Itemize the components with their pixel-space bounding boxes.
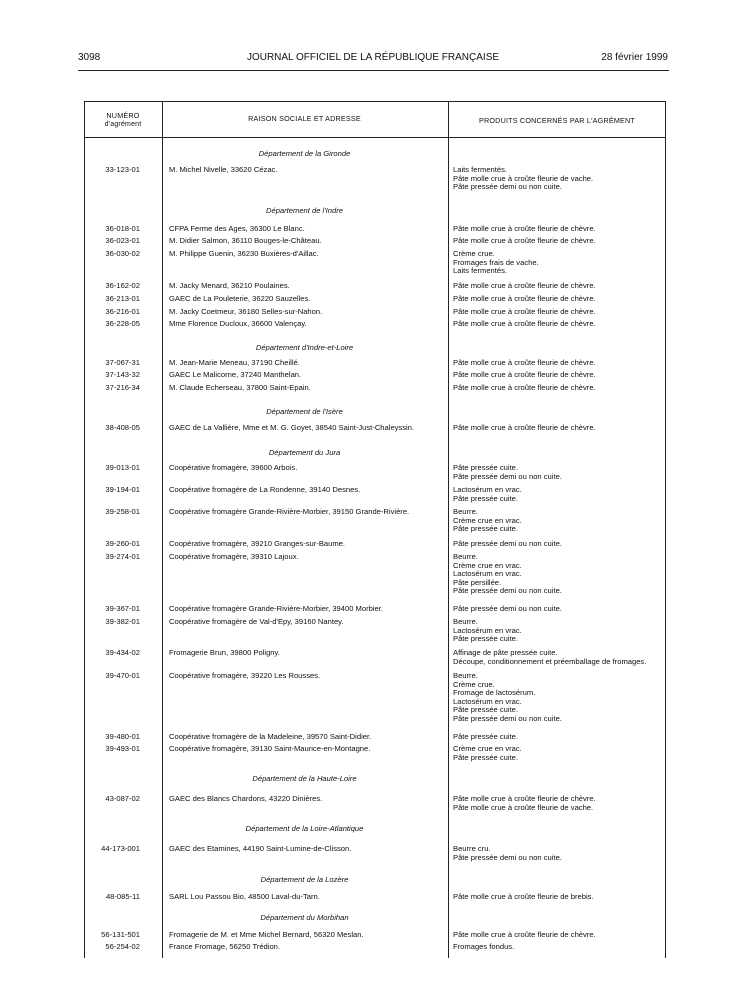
agrement-number: 56-131-501 bbox=[101, 930, 140, 939]
company-address: Coopérative fromagère Grande-Rivière-Morbier, 39400 Morbier. bbox=[169, 604, 383, 613]
department-heading: Département de l'Indre bbox=[265, 206, 343, 215]
product-line: Beurre. bbox=[453, 617, 478, 626]
product-line: Pâte pressée demi ou non cuite. bbox=[453, 471, 562, 481]
agrement-number: 39-434-02 bbox=[105, 648, 140, 657]
company-address: M. Didier Salmon, 36110 Bouges-le-Château. bbox=[169, 236, 322, 245]
header-divider bbox=[85, 137, 665, 138]
company-address: GAEC des Etamines, 44190 Saint-Lumine-de-Clisson. bbox=[169, 844, 352, 853]
company-address: Coopérative fromagère, 39600 Arbois. bbox=[169, 463, 298, 472]
agrement-number: 36-213-01 bbox=[105, 294, 140, 303]
page-header bbox=[78, 52, 668, 68]
agrement-number: 36-216-01 bbox=[105, 307, 140, 316]
product-line: Pâte molle crue à croûte fleurie de chèvre. bbox=[453, 358, 596, 367]
product-line: Pâte molle crue à croûte fleurie de chèvre. bbox=[453, 423, 596, 432]
agrement-number: 39-480-01 bbox=[105, 732, 140, 741]
product-line: Pâte pressée cuite. bbox=[453, 705, 519, 715]
column-header-numero-line1: NUMÉRO bbox=[106, 111, 140, 120]
page-number: 3098 bbox=[78, 52, 101, 63]
product-line: Pâte pressée demi ou non cuite. bbox=[453, 182, 562, 192]
department-heading: Département d'Indre-et-Loire bbox=[255, 343, 354, 352]
product-line: Pâte molle crue à croûte fleurie de chèvre. bbox=[453, 319, 596, 328]
agrement-number: 37-216-34 bbox=[105, 383, 140, 392]
product-line: Pâte persillée. bbox=[453, 577, 502, 587]
product-line: Pâte pressée demi ou non cuite. bbox=[453, 539, 562, 548]
product-line: Lactosérum en vrac. bbox=[453, 485, 522, 494]
product-line: Pâte molle crue à croûte fleurie de chèvre. bbox=[453, 236, 596, 245]
agrement-number: 36-228-05 bbox=[105, 319, 140, 328]
product-line: Pâte molle crue à croûte fleurie de brebis. bbox=[453, 892, 594, 901]
company-address: CFPA Ferme des Ages, 36300 Le Blanc. bbox=[169, 224, 305, 233]
product-line: Pâte pressée demi ou non cuite. bbox=[453, 604, 562, 613]
company-address: Coopérative fromagère de la Madeleine, 39570 Saint-Didier. bbox=[169, 732, 372, 741]
department-heading: Département du Morbihan bbox=[260, 913, 349, 922]
product-line: Pâte pressée cuite. bbox=[453, 493, 519, 503]
journal-title: JOURNAL OFFICIEL DE LA RÉPUBLIQUE FRANÇAISE bbox=[246, 52, 500, 63]
agrement-number: 36-018-01 bbox=[105, 224, 140, 233]
agrement-number: 39-367-01 bbox=[105, 604, 140, 613]
company-address: M. Jacky Coetmeur, 36180 Selles-sur-Nahon. bbox=[169, 307, 323, 316]
agrement-number: 36-023-01 bbox=[105, 236, 140, 245]
product-line: Pâte molle crue à croûte fleurie de chèvre. bbox=[453, 930, 596, 939]
department-heading: Département de la Haute-Loire bbox=[252, 774, 357, 783]
product-line: Pâte pressée cuite. bbox=[453, 524, 519, 534]
department-heading: Département de la Lozère bbox=[260, 875, 349, 884]
agrement-number: 37-143-32 bbox=[105, 370, 140, 379]
product-line: Pâte pressée demi ou non cuite. bbox=[453, 852, 562, 862]
agrement-number: 56-254-02 bbox=[105, 942, 140, 951]
department-heading: Département de la Gironde bbox=[258, 149, 351, 158]
column-header-produits: PRODUITS CONCERNÉS PAR L'AGRÉMENT bbox=[479, 116, 635, 125]
product-line: Lactosérum en vrac. bbox=[453, 696, 522, 706]
product-line: Découpe, conditionnement et préemballage de fromages. bbox=[453, 656, 647, 666]
company-address: GAEC des Blancs Chardons, 43220 Dinières. bbox=[169, 794, 323, 803]
agrement-number: 39-382-01 bbox=[105, 617, 140, 626]
product-line: Pâte pressée cuite. bbox=[453, 634, 519, 644]
column-header-numero-line2: d'agrément bbox=[104, 121, 142, 128]
company-address: SARL Lou Passou Bio, 48500 Laval-du-Tarn. bbox=[169, 892, 320, 901]
company-address: M. Claude Echerseau, 37800 Saint-Epain. bbox=[169, 383, 311, 392]
agrement-number: 39-013-01 bbox=[105, 463, 140, 472]
company-address: M. Philippe Guenin, 36230 Buxières-d'Aillac. bbox=[169, 249, 319, 258]
product-line: Lactosérum en vrac. bbox=[453, 625, 522, 635]
agrement-number: 39-493-01 bbox=[105, 744, 140, 753]
product-line: Beurre cru. bbox=[453, 844, 491, 853]
product-line: Pâte molle crue à croûte fleurie de chèvre. bbox=[453, 307, 596, 316]
publication-date: 28 février 1999 bbox=[601, 52, 668, 63]
product-line: Beurre. bbox=[453, 552, 478, 561]
department-heading: Département du Jura bbox=[268, 448, 341, 457]
company-address: Mme Florence Ducloux, 36600 Valençay. bbox=[169, 319, 307, 328]
company-address: Coopérative fromagère de Val-d'Epy, 39160 Nantey. bbox=[169, 617, 344, 626]
product-line: Pâte pressée cuite. bbox=[453, 752, 519, 762]
agrement-number: 38-408-05 bbox=[105, 423, 140, 432]
product-line: Laits fermentés. bbox=[453, 266, 508, 276]
company-address: Coopérative fromagère de La Rondenne, 39140 Desnes. bbox=[169, 485, 361, 494]
company-address: France Fromage, 56250 Trédion. bbox=[169, 942, 281, 951]
agrement-number: 36-162-02 bbox=[105, 281, 140, 290]
product-line: Crème crue. bbox=[453, 249, 495, 258]
product-line: Pâte molle crue à croûte fleurie de chèvre. bbox=[453, 281, 596, 290]
company-address: M. Jacky Menard, 36210 Poulaines. bbox=[169, 281, 290, 290]
column-header-numero bbox=[88, 111, 158, 129]
agrement-number: 37-067-31 bbox=[105, 358, 140, 367]
company-address: Coopérative fromagère, 39130 Saint-Maurice-en-Montagne. bbox=[169, 744, 371, 753]
column-divider bbox=[448, 102, 449, 958]
product-line: Pâte pressée demi ou non cuite. bbox=[453, 586, 562, 596]
department-heading: Département de l'Isère bbox=[266, 407, 343, 416]
agrement-number: 39-470-01 bbox=[105, 671, 140, 680]
product-line: Lactosérum en vrac. bbox=[453, 569, 522, 579]
agrement-number: 39-258-01 bbox=[105, 507, 140, 516]
product-line: Affinage de pâte pressée cuite. bbox=[453, 648, 558, 657]
product-line: Pâte pressée cuite. bbox=[453, 463, 519, 472]
column-header-raison: RAISON SOCIALE ET ADRESSE bbox=[248, 114, 361, 123]
product-line: Beurre. bbox=[453, 507, 478, 516]
product-line: Fromages frais de vache. bbox=[453, 257, 539, 267]
product-line: Pâte pressée demi ou non cuite. bbox=[453, 714, 562, 723]
product-line: Pâte molle crue à croûte fleurie de chèvre. bbox=[453, 794, 596, 803]
agrement-number: 39-260-01 bbox=[105, 539, 140, 548]
product-line: Crème crue en vrac. bbox=[453, 744, 522, 753]
product-line: Crème crue en vrac. bbox=[453, 560, 522, 570]
product-line: Fromage de lactosérum. bbox=[453, 688, 536, 698]
company-address: Coopérative fromagère, 39220 Les Rousses. bbox=[169, 671, 321, 680]
agrement-number: 48-085-11 bbox=[105, 892, 140, 901]
product-line: Pâte molle crue à croûte fleurie de vache. bbox=[453, 802, 594, 812]
company-address: GAEC de La Pouleterie, 36220 Sauzelles. bbox=[169, 294, 311, 303]
product-line: Pâte pressée cuite. bbox=[453, 732, 519, 741]
department-heading: Département de la Loire-Atlantique bbox=[245, 824, 364, 833]
company-address: Coopérative fromagère, 39310 Lajoux. bbox=[169, 552, 299, 561]
product-line: Fromages fondus. bbox=[453, 942, 515, 951]
company-address: Fromagerie Brun, 39800 Poligny. bbox=[169, 648, 280, 657]
agrement-number: 36-030-02 bbox=[105, 249, 140, 258]
company-address: Coopérative fromagère Grande-Rivière-Morbier, 39150 Grande-Rivière. bbox=[169, 507, 410, 516]
company-address: Fromagerie de M. et Mme Michel Bernard, 56320 Meslan. bbox=[169, 930, 364, 939]
product-line: Pâte molle crue à croûte fleurie de chèvre. bbox=[453, 370, 596, 379]
product-line: Pâte molle crue à croûte fleurie de chèvre. bbox=[453, 224, 596, 233]
header-rule bbox=[78, 70, 669, 71]
product-line: Crème crue en vrac. bbox=[453, 515, 522, 525]
product-line: Pâte molle crue à croûte fleurie de chèvre. bbox=[453, 383, 596, 392]
product-line: Pâte molle crue à croûte fleurie de vache. bbox=[453, 173, 594, 183]
agrement-number: 43-087-02 bbox=[105, 794, 140, 803]
company-address: GAEC de La Vallière, Mme et M. G. Goyet, 38540 Saint-Just-Chaleyssin. bbox=[169, 423, 415, 432]
company-address: M. Michel Nivelle, 33620 Cézac. bbox=[169, 165, 278, 174]
company-address: GAEC Le Malicorne, 37240 Manthelan. bbox=[169, 370, 302, 379]
company-address: Coopérative fromagère, 39210 Granges-sur-Baume. bbox=[169, 539, 346, 548]
product-line: Laits fermentés. bbox=[453, 165, 508, 174]
product-line: Pâte molle crue à croûte fleurie de chèvre. bbox=[453, 294, 596, 303]
product-line: Crème crue. bbox=[453, 679, 495, 689]
company-address: M. Jean-Marie Meneau, 37190 Cheillé. bbox=[169, 358, 300, 367]
agrement-number: 39-194-01 bbox=[105, 485, 140, 494]
agrement-number: 33-123-01 bbox=[105, 165, 140, 174]
agrement-number: 39-274-01 bbox=[105, 552, 140, 561]
product-line: Beurre. bbox=[453, 671, 478, 680]
agrement-number: 44-173-001 bbox=[101, 844, 140, 853]
